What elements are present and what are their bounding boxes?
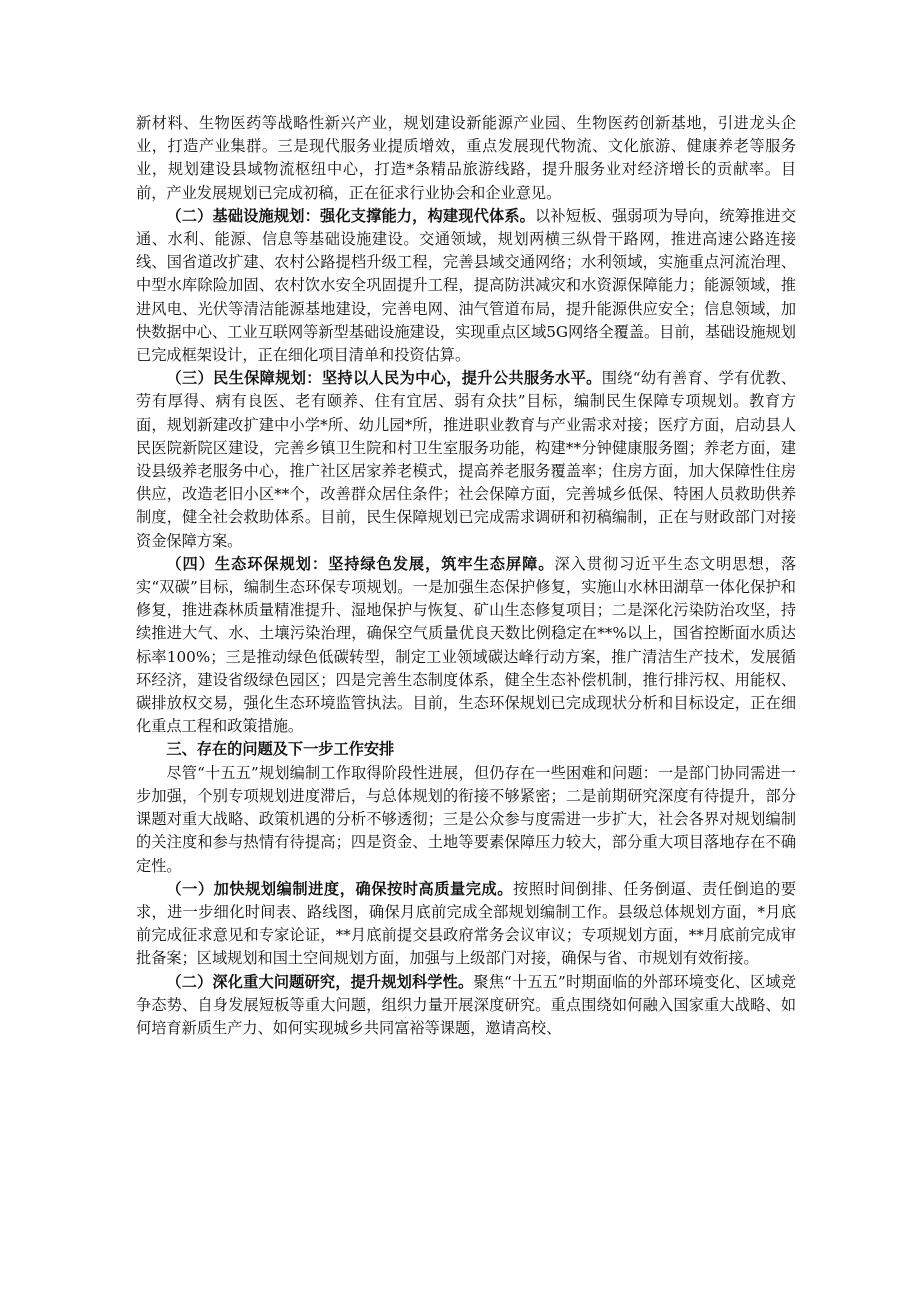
paragraph-body: 聚焦“十五五”时期面临的外部环境变化、区域竞争态势、自身发展短板等重大问题，组织力量开展深度研究。重点围绕如何融入国家重大战略、如何培育新质生产力、如何实现城乡共同富裕等课题，邀请高校、 [136,972,797,1037]
subheading-livelihood-plan: （三）民生保障规划：坚持以人民为中心，提升公共服务水平。 [166,369,602,388]
paragraph-livelihood-plan [136,367,796,553]
paragraph-speed-up-planning [136,878,796,971]
subheading-research: （二）深化重大问题研究，提升规划科学性。 [166,972,474,991]
paragraph-body: 按照时间倒排、任务倒逼、责任倒追的要求，进一步细化时间表、路线图，确保月底前完成全部规划编制工作。县级总体规划方面，*月底前完成征求意见和专家论证，**月底前提交县政府常务会议审议；专项规划方面，**月底前完成审批备案；区域规划和国土空间规划方面，加强与上级部门对接，确保与省、市规划有效衔接。 [136,879,797,968]
paragraph-body: 围绕“幼有善育、学有优教、劳有厚得、病有良医、老有颐养、住有宜居、弱有众扶”目标，编制民生保障专项规划。教育方面，规划新建改扩建中小学*所、幼儿园*所，推进职业教育与产业需求对接；医疗方面，启动县人民医院新院区建设，完善乡镇卫生院和村卫生室服务功能，构建**分钟健康服务圈；养老方面，建设县级养老服务中心，推广社区居家养老模式，提高养老服务覆盖率；住房方面，加大保障性住房供应，改造老旧小区**个，改善群众居住条件；社会保障方面，完善城乡低保、特困人员救助供养制度，健全社会救助体系。目前，民生保障规划已完成需求调研和初稿编制，正在与财政部门对接资金保障方案。 [136,369,797,550]
section-heading-problems-next-steps: 三、存在的问题及下一步工作安排 [166,740,395,759]
paragraph-problems: 尽管“十五五”规划编制工作取得阶段性进展，但仍存在一些困难和问题：一是部门协同需进一步加强，个别专项规划进度滞后，与总体规划的衔接不够紧密；二是前期研究深度有待提升，部分课题对重大战略、政策机遇的分析不够透彻；三是公众参与度需进一步扩大，社会各界对规划编制的关注度和参与热情有待提高；四是资金、土地等要素保障压力较大，部分重大项目落地存在不确定性。 [136,763,796,875]
paragraph-ecology-plan [136,553,796,739]
paragraph-body: 深入贯彻习近平生态文明思想，落实“双碳”目标，编制生态环保专项规划。一是加强生态保护修复，实施山水林田湖草一体化保护和修复，推进森林质量精准提升、湿地保护与恢复、矿山生态修复项目；二是深化污染防治攻坚，持续推进大气、水、土壤污染治理，确保空气质量优良天数比例稳定在**%以上，国省控断面水质达标率100%；三是推动绿色低碳转型，制定工业领域碳达峰行动方案，推广清洁生产技术，发展循环经济，建设省级绿色园区；四是完善生态制度体系，健全生态补偿机制，推行排污权、用能权、碳排放权交易，强化生态环境监管执法。目前，生态环保规划已完成现状分析和目标设定，正在细化重点工程和政策措施。 [136,554,797,736]
paragraph-body: 以补短板、强弱项为导向，统筹推进交通、水利、能源、信息等基础设施建设。交通领域，规划两横三纵骨干路网，推进高速公路连接线、国省道改扩建、农村公路提档升级工程，完善县域交通网络；水利领域，实施重点河流治理、中型水库除险加固、农村饮水安全巩固提升工程，提高防洪减灾和水资源保障能力；能源领域，推进风电、光伏等清洁能源基地建设，完善电网、油气管道布局，提升能源供应安全；信息领域，加快数据中心、工业互联网等新型基础设施建设，实现重点区域5G网络全覆盖。目前，基础设施规划已完成框架设计，正在细化项目清单和投资估算。 [136,206,797,365]
subheading-infrastructure-plan: （二）基础设施规划：强化支撑能力，构建现代体系。 [166,206,536,225]
paragraph-industry-continuation: 新材料、生物医药等战略性新兴产业，规划建设新能源产业园、生物医药创新基地，引进龙头企业，打造产业集群。三是现代服务业提质增效，重点发展现代物流、文化旅游、健康养老等服务业，规划建设县域物流枢纽中心，打造*条精品旅游线路，提升服务业对经济增长的贡献率。目前，产业发展规划已完成初稿，正在征求行业协会和企业意见。 [136,114,796,202]
subheading-speed-up-planning: （一）加快规划编制进度，确保按时高质量完成。 [166,879,513,898]
paragraph-research [136,971,796,1041]
paragraph-infrastructure-plan [136,205,796,367]
subheading-ecology-plan: （四）生态环保规划：坚持绿色发展，筑牢生态屏障。 [166,554,555,573]
